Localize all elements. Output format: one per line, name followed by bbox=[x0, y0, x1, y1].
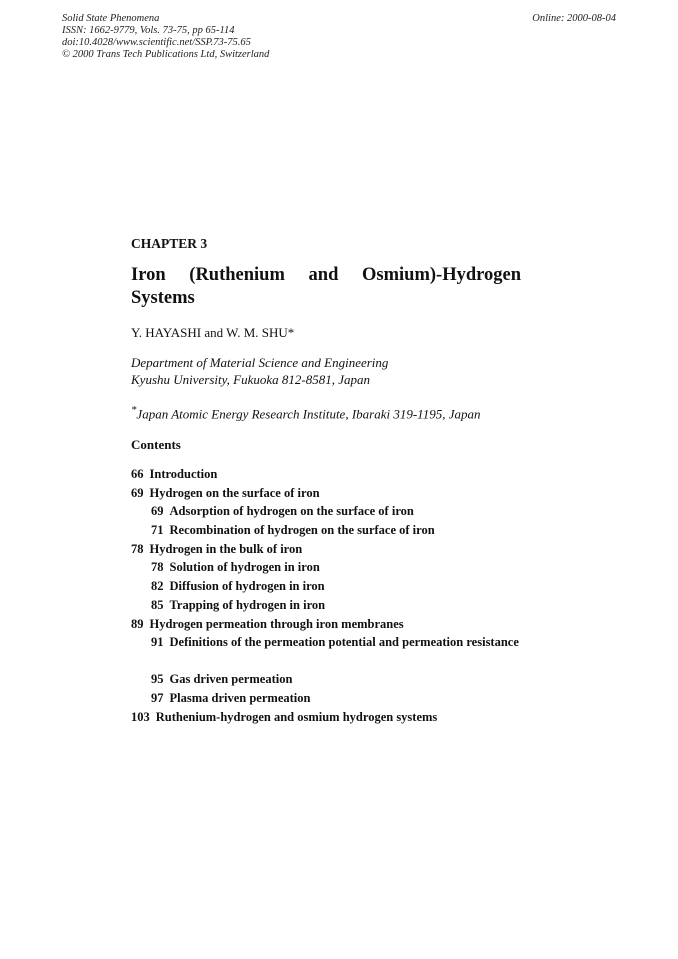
toc-page-number: 71 bbox=[151, 523, 164, 538]
toc-entry-bulk[interactable] bbox=[131, 542, 523, 561]
toc-entry-title: Hydrogen in the bulk of iron bbox=[149, 541, 303, 556]
author-list: Y. HAYASHI and W. M. SHU* bbox=[131, 325, 295, 340]
toc-entry-title: Adsorption of hydrogen on the surface of iron bbox=[169, 504, 414, 519]
toc-entry-title: Recombination of hydrogen on the surface of iron bbox=[169, 523, 435, 538]
toc-entry-title: Definitions of the permeation potential and permeation resistance bbox=[169, 635, 519, 650]
affiliation-secondary bbox=[131, 404, 480, 422]
toc-entry-title: Trapping of hydrogen in iron bbox=[169, 597, 326, 612]
toc-entry-trapping[interactable] bbox=[131, 598, 523, 617]
copyright-line: © 2000 Trans Tech Publications Ltd, Switzerland bbox=[62, 49, 270, 60]
title-word: Iron bbox=[131, 265, 166, 285]
toc-page-number: 91 bbox=[151, 635, 164, 650]
title-word: Osmium)-Hydrogen bbox=[362, 265, 521, 285]
toc-page-number: 95 bbox=[151, 672, 164, 687]
toc-entry-title: Diffusion of hydrogen in iron bbox=[169, 579, 325, 594]
toc-page-number: 82 bbox=[151, 579, 164, 594]
toc-page-number: 66 bbox=[131, 467, 144, 481]
paper-title bbox=[131, 264, 521, 310]
toc-entry-title: Ruthenium-hydrogen and osmium hydrogen systems bbox=[155, 709, 438, 724]
toc-page-number: 103 bbox=[131, 709, 150, 724]
chapter-label: CHAPTER 3 bbox=[131, 236, 208, 251]
toc-entry-adsorption[interactable] bbox=[131, 504, 523, 523]
footnote-marker: * bbox=[131, 404, 137, 416]
toc-page-number: 85 bbox=[151, 597, 164, 612]
contents-heading: Contents bbox=[131, 437, 181, 452]
title-word: (Ruthenium bbox=[189, 265, 285, 285]
toc-page-number: 78 bbox=[131, 541, 144, 556]
toc-entry-permeation[interactable] bbox=[131, 617, 523, 636]
publication-metadata bbox=[62, 13, 269, 61]
doi-link[interactable]: doi:10.4028/www.scientific.net/SSP.73-75.65 bbox=[62, 37, 251, 48]
toc-page-number: 97 bbox=[151, 690, 164, 705]
affiliation-address: Kyushu University, Fukuoka 812-8581, Japan bbox=[131, 372, 371, 387]
toc-entry-title: Hydrogen on the surface of iron bbox=[149, 485, 320, 500]
toc-page-number: 78 bbox=[151, 560, 164, 575]
toc-entry-title: Gas driven permeation bbox=[169, 672, 293, 687]
toc-page-number: 69 bbox=[131, 485, 144, 500]
toc-entry-surface[interactable] bbox=[131, 486, 523, 505]
toc-entry-plasma-driven[interactable] bbox=[131, 691, 523, 710]
title-word: and bbox=[308, 265, 339, 285]
toc-entry-title: Introduction bbox=[149, 467, 218, 481]
toc-page-number: 69 bbox=[151, 504, 164, 519]
toc-entry-definitions[interactable] bbox=[131, 635, 523, 672]
affiliation-department: Department of Material Science and Engineering bbox=[131, 355, 389, 370]
toc-entry-solution[interactable] bbox=[131, 560, 523, 579]
toc-entry-diffusion[interactable] bbox=[131, 579, 523, 598]
toc-entry-gas-driven[interactable] bbox=[131, 672, 523, 691]
toc-entry-ruthenium-osmium[interactable] bbox=[131, 710, 523, 729]
toc-entry-recombination[interactable] bbox=[131, 523, 523, 542]
toc-page-number: 89 bbox=[131, 616, 144, 631]
toc-entry-title: Hydrogen permeation through iron membranes bbox=[149, 616, 404, 631]
toc-entry-title: Plasma driven permeation bbox=[169, 690, 311, 705]
issn-line: ISSN: 1662-9779, Vols. 73-75, pp 65-114 bbox=[62, 25, 235, 36]
toc-entry-introduction[interactable] bbox=[131, 467, 523, 486]
journal-name: Solid State Phenomena bbox=[62, 13, 160, 24]
affiliation-secondary-text: Japan Atomic Energy Research Institute, Ibaraki 319-1195, Japan bbox=[136, 406, 481, 422]
online-date: Online: 2000-08-04 bbox=[532, 13, 616, 24]
title-line-2: Systems bbox=[131, 288, 195, 308]
toc-entry-title: Solution of hydrogen in iron bbox=[169, 560, 320, 575]
affiliation-primary bbox=[131, 354, 388, 388]
table-of-contents bbox=[131, 467, 523, 728]
